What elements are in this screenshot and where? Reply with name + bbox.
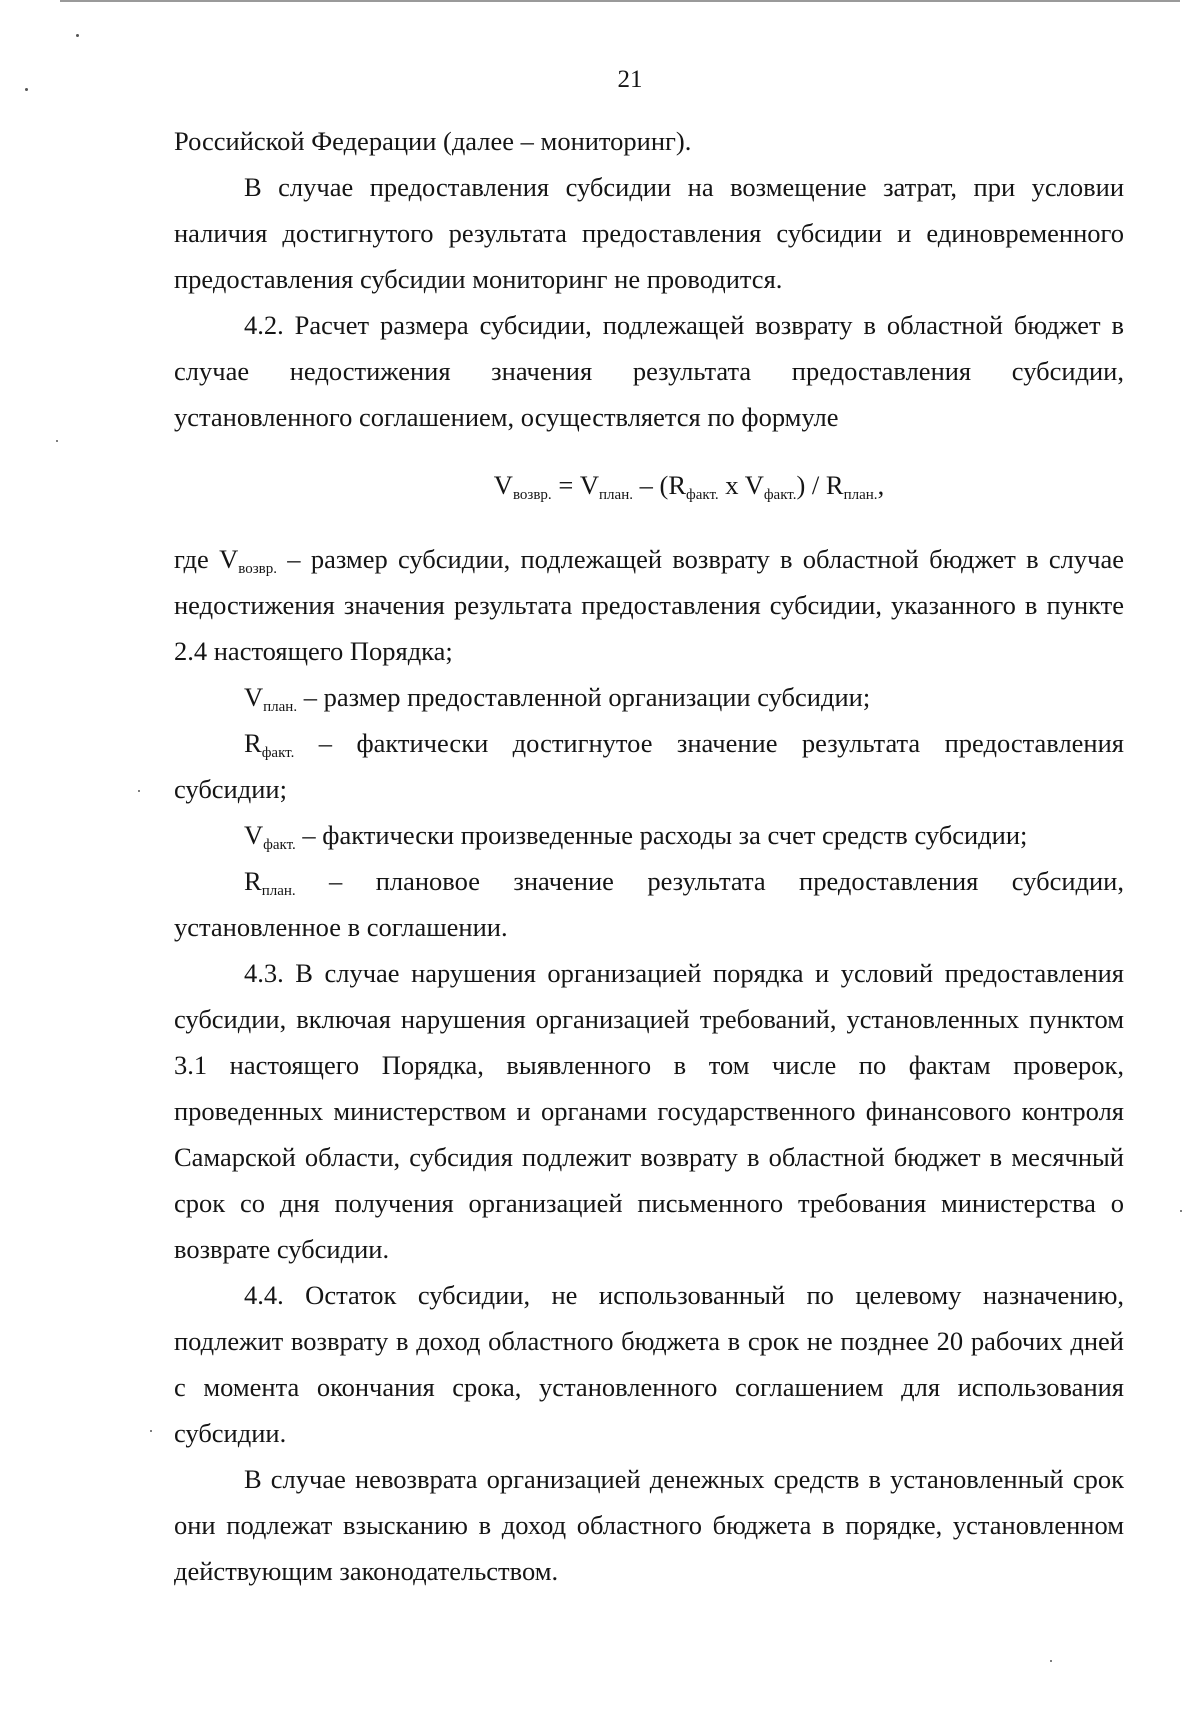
- formula-v-plan: V: [579, 470, 600, 500]
- scan-speck: [56, 440, 58, 442]
- formula-sub: план.: [599, 487, 633, 503]
- definition-sub: план.: [263, 699, 298, 715]
- definition-v-fact: [174, 812, 1124, 858]
- scan-speck: [138, 790, 140, 792]
- paragraph-4-2: 4.2. Расчет размера субсидии, подлежащей возврату в областной бюджет в случае недостижения значения результата предоставления субсидии, установленного соглашением, осуществляется по формуле: [174, 310, 1124, 432]
- definition-text: – плановое значение результата предоставления субсидии, установленное в соглашении.: [174, 866, 1124, 942]
- definition-symbol: V: [244, 820, 264, 850]
- paragraph-continuation: Российской Федерации (далее – мониторинг).: [174, 126, 692, 156]
- return-formula: [174, 462, 1124, 508]
- formula-op: ) /: [796, 470, 826, 500]
- scan-top-edge: [60, 0, 1180, 2]
- formula-op: =: [551, 470, 580, 500]
- paragraph-4-4-continued: В случае невозврата организацией денежных средств в установленный срок они подлежат взысканию в доход областного бюджета в порядке, установленном действующим законодательством.: [174, 1464, 1124, 1586]
- definition-symbol: где V: [174, 544, 239, 574]
- formula-r-plan: R: [825, 470, 844, 500]
- formula-sub: план.: [843, 487, 878, 503]
- definition-v-plan: [174, 674, 1124, 720]
- definition-v-return: [174, 536, 1124, 674]
- definition-sub: план.: [261, 883, 296, 899]
- definition-symbol: R: [244, 866, 262, 896]
- definition-symbol: V: [244, 682, 264, 712]
- definition-sub: факт.: [263, 837, 296, 853]
- definition-r-fact: [174, 720, 1124, 812]
- definition-sub: факт.: [261, 745, 295, 761]
- scan-speck: [1180, 1210, 1182, 1212]
- formula-sub: возвр.: [512, 487, 552, 503]
- definition-text: – размер субсидии, подлежащей возврату в областной бюджет в случае недостижения значения результата предоставления субсидии, указанного в пункте 2.4 настоящего Порядка;: [174, 544, 1125, 666]
- definition-r-plan: [174, 858, 1124, 950]
- formula-op: x: [718, 470, 745, 500]
- definition-text: – фактически произведенные расходы за счет средств субсидии;: [295, 820, 1028, 850]
- definition-text: – размер предоставленной организации субсидии;: [297, 682, 871, 712]
- scan-speck: [25, 88, 28, 91]
- formula-v-fact: V: [744, 470, 764, 500]
- scan-speck: [1050, 1660, 1052, 1662]
- paragraph-4-4: 4.4. Остаток субсидии, не использованный по целевому назначению, подлежит возврату в доход областного бюджета в срок не позднее 20 рабочих дней с момента окончания срока, установленного соглашением для использования субсидии.: [174, 1280, 1124, 1448]
- page-number: 21: [617, 66, 643, 93]
- formula-r-fact: R: [668, 470, 686, 500]
- scan-speck: [150, 1430, 152, 1432]
- formula-sub: факт.: [763, 487, 797, 503]
- definition-text: – фактически достигнутое значение результата предоставления субсидии;: [174, 728, 1124, 804]
- paragraph-4-3: 4.3. В случае нарушения организацией порядка и условий предоставления субсидии, включая нарушения организацией требований, установленных пунктом 3.1 настоящего Порядка, выявленного в том числе по фактам проверок, проведенных министерством и органами государственного финансового контроля Самарской области, субсидия подлежит возврату в областной бюджет в месячный срок со дня получения организацией письменного требования министерства о возврате субсидии.: [174, 958, 1124, 1264]
- formula-v-return: V: [493, 470, 513, 500]
- formula-sub: факт.: [686, 487, 719, 503]
- definition-symbol: R: [244, 728, 262, 758]
- definition-sub: возвр.: [238, 561, 277, 577]
- document-body: [174, 118, 1124, 1594]
- paragraph-monitoring: В случае предоставления субсидии на возмещение затрат, при условии наличия достигнутого результата предоставления субсидии и единовременного предоставления субсидии мониторинг не проводится.: [174, 172, 1124, 294]
- formula-op: ,: [877, 470, 885, 500]
- scan-speck: [76, 34, 79, 37]
- formula-op: – (: [632, 470, 669, 500]
